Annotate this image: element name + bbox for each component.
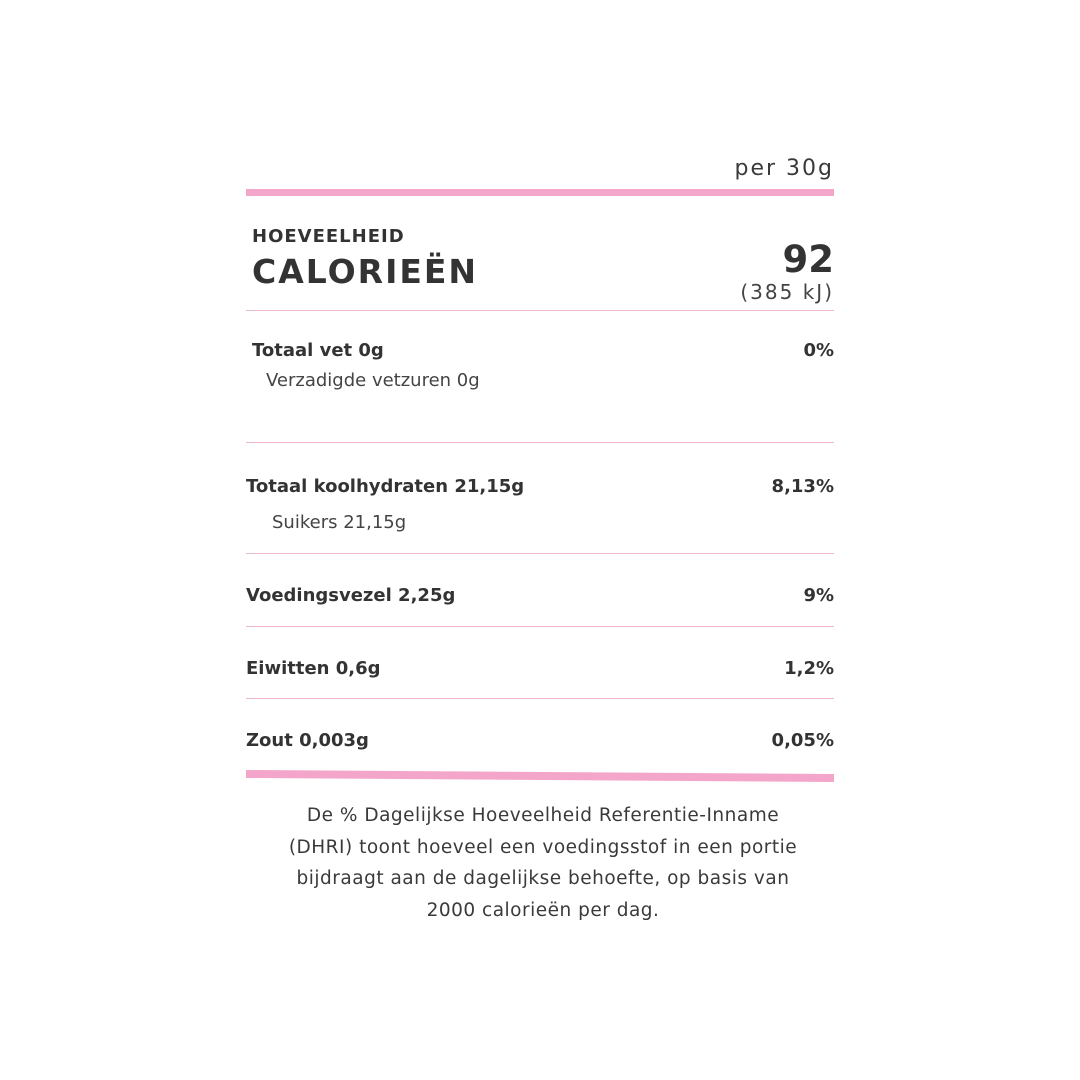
divider-rule xyxy=(246,310,834,311)
sub-nutrient-sugars: Suikers 21,15g xyxy=(272,512,407,533)
dhri-footnote xyxy=(246,800,840,926)
nutrient-percent-carbohydrates: 8,13% xyxy=(771,476,834,497)
nutrient-percent-fat: 0% xyxy=(803,340,834,361)
bottom-divider-bar xyxy=(246,770,834,782)
footnote-line: bijdraagt aan de dagelijkse behoefte, op basis van xyxy=(296,868,790,889)
top-divider-bar xyxy=(246,189,834,196)
divider-rule xyxy=(246,553,834,554)
divider-rule xyxy=(246,698,834,699)
nutrient-label-salt: Zout 0,003g xyxy=(246,730,369,751)
footnote-line: (DHRI) toont hoeveel een voedingsstof in een portie xyxy=(288,836,798,858)
calories-value: 92 xyxy=(782,238,834,281)
nutrient-percent-protein: 1,2% xyxy=(784,658,834,679)
nutrient-label-fat: Totaal vet 0g xyxy=(252,340,384,361)
nutrient-label-carbohydrates: Totaal koolhydraten 21,15g xyxy=(246,476,525,497)
footnote-line: De % Dagelijkse Hoeveelheid Referentie-Inname xyxy=(306,805,780,826)
amount-label: HOEVEELHEID xyxy=(252,226,405,247)
calories-label: CALORIEËN xyxy=(252,252,479,291)
nutrient-percent-salt: 0,05% xyxy=(771,730,834,751)
divider-rule xyxy=(246,626,834,627)
divider-rule xyxy=(246,442,834,443)
footnote-line: 2000 calorieën per dag. xyxy=(426,899,660,921)
sub-nutrient-saturated-fat: Verzadigde vetzuren 0g xyxy=(266,370,480,391)
nutrient-label-fiber: Voedingsvezel 2,25g xyxy=(246,585,456,606)
energy-kj-value: (385 kJ) xyxy=(740,280,834,304)
nutrient-percent-fiber: 9% xyxy=(803,585,834,606)
nutrient-label-protein: Eiwitten 0,6g xyxy=(246,658,381,679)
serving-size: per 30g xyxy=(734,156,834,181)
